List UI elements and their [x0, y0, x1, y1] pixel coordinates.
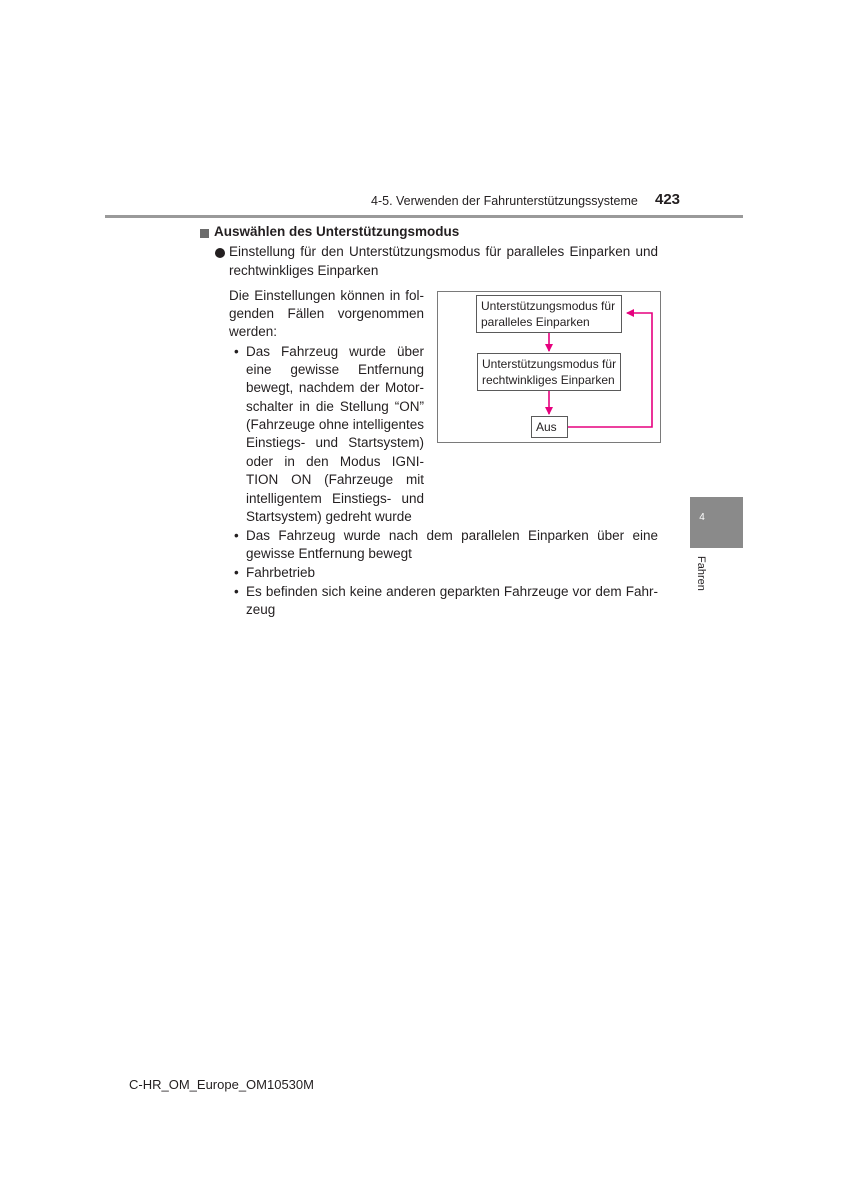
diagram-box-perpendicular-line-2: rechtwinkliges Einparken: [482, 373, 615, 387]
diagram-box-off: Aus: [531, 416, 568, 438]
bullet1-line-10: Startsystem) gedreht wurde: [246, 509, 412, 524]
bullet-dot-icon: •: [234, 584, 239, 599]
diagram-box-parallel-line-1: Unterstützungsmodus für: [481, 299, 616, 313]
bullet-dot-icon: •: [234, 565, 239, 580]
bullet1-line-1: Das Fahrzeug wurde über: [246, 344, 424, 359]
bullet-dot-icon: •: [234, 528, 239, 543]
bullet1-line-7: oder in den Modus IGNI-: [246, 454, 424, 469]
running-header-section: 4-5. Verwenden der Fahrunterstützungssysteme: [371, 194, 638, 208]
chapter-number: 4: [699, 512, 705, 523]
intro-line-2: genden Fällen vorgenommen: [229, 306, 424, 321]
bullet4-line-1: Es befinden sich keine anderen geparkten Fahrzeuge vor dem Fahr-: [246, 584, 658, 599]
bullet3-line: Fahrbetrieb: [246, 565, 316, 580]
bullet1-line-9: intelligentem Einstiegs- und: [246, 491, 424, 506]
document-code-footer: C-HR_OM_Europe_OM10530M: [129, 1077, 314, 1092]
bullet1-line-5: (Fahrzeuge ohne intelligentes: [246, 417, 424, 432]
chapter-label: Fahren: [695, 556, 707, 591]
bullet1-line-4: schalter in die Stellung “ON”: [246, 399, 424, 414]
bullet4-line-2: zeug: [246, 602, 276, 617]
bullet1-line-8: TION ON (Fahrzeuge mit: [246, 472, 424, 487]
diagram-box-perpendicular-line-1: Unterstützungsmodus für: [482, 357, 617, 371]
intro-line-3: werden:: [229, 324, 278, 339]
diagram-box-parallel: [476, 295, 622, 333]
bullet1-line-2: eine gewisse Entfernung: [246, 362, 424, 377]
page-number: 423: [655, 191, 681, 208]
bullet-dot-icon: •: [234, 344, 239, 359]
item-text-line-1: Einstellung für den Unterstützungsmodus für paralleles Einparken und: [229, 244, 658, 259]
diagram-box-parallel-line-2: paralleles Einparken: [481, 315, 590, 329]
intro-line-1: Die Einstellungen können in fol-: [229, 288, 424, 303]
diagram-box-perpendicular: [477, 353, 621, 391]
section-title: Auswählen des Unterstützungsmodus: [214, 224, 460, 239]
bullet2-line-2: gewisse Entfernung bewegt: [246, 546, 412, 561]
bullet1-line-3: bewegt, nachdem der Motor-: [246, 380, 424, 395]
bullet1-line-6: Einstiegs- und Startsystem): [246, 435, 424, 450]
item-text-line-2: rechtwinkliges Einparken: [229, 263, 379, 278]
bullet2-line-1: Das Fahrzeug wurde nach dem parallelen Einparken über eine: [246, 528, 658, 543]
